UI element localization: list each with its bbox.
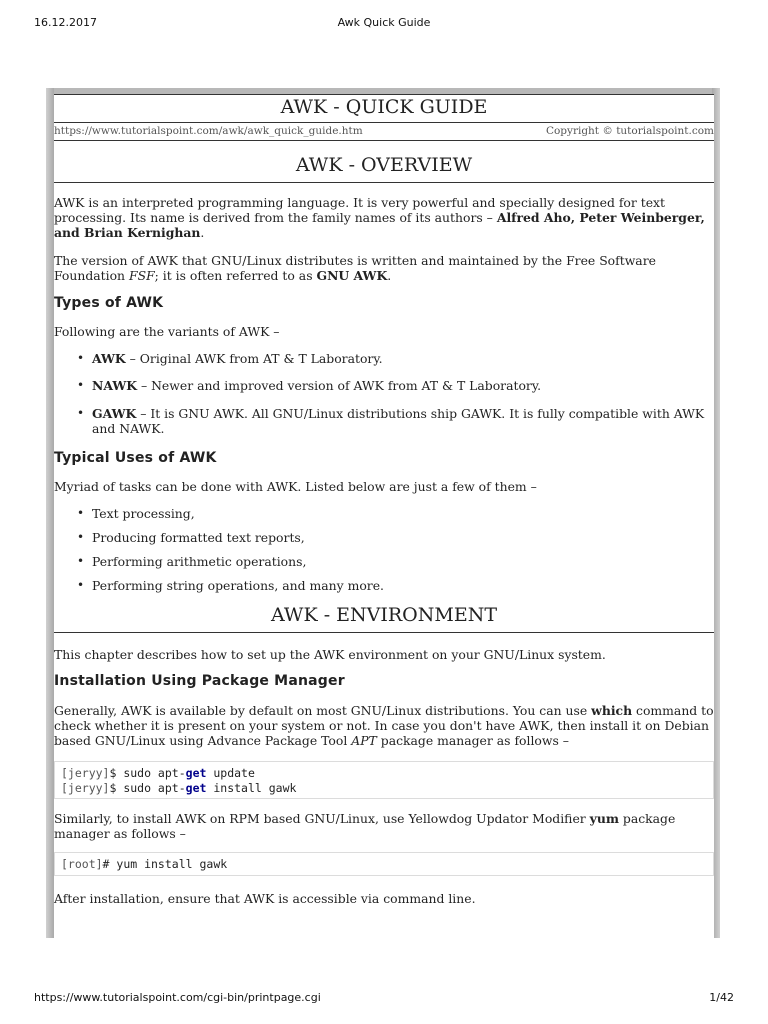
environment-heading: AWK - ENVIRONMENT	[270, 604, 498, 626]
footer-url[interactable]: https://www.tutorialspoint.com/cgi-bin/printpage.cgi	[34, 991, 321, 1004]
code-block-apt[interactable]	[54, 761, 714, 799]
install-heading: Installation Using Package Manager	[54, 673, 345, 689]
print-header	[34, 16, 734, 32]
print-title: Awk Quick Guide	[337, 16, 431, 29]
types-intro: Following are the variants of AWK –	[54, 324, 280, 339]
document-page	[54, 94, 714, 938]
code-block-yum[interactable]	[54, 852, 714, 876]
overview-paragraph-1: AWK is an interpreted programming language. It is very powerful and specially designed for text processing. Its name is derived from the family names of its authors – Alfred Aho, Peter Weinberger, and Brian Kernighan.	[54, 195, 705, 240]
top-rule	[54, 94, 714, 95]
source-url[interactable]: https://www.tutorialspoint.com/awk/awk_quick_guide.htm	[54, 125, 363, 137]
list-item: • NAWK – Newer and improved version of AWK from AT & T Laboratory.	[77, 378, 542, 393]
print-footer	[34, 991, 734, 1007]
types-heading: Types of AWK	[54, 295, 164, 311]
after-install-text: After installation, ensure that AWK is accessible via command line.	[54, 891, 476, 906]
install-paragraph: Generally, AWK is available by default on most GNU/Linux distributions. You can use which command to check whether it is present on your system or not. In case you don't have AWK, then install it on Debian based GNU/Linux using Advance Package Tool APT package manager as follows –	[54, 703, 714, 748]
code-line: [jeryy]$ sudo apt-get install gawk	[61, 781, 297, 795]
list-item: • Producing formatted text reports,	[77, 530, 305, 545]
list-item: • Performing string operations, and many more.	[77, 578, 384, 593]
source-rule	[54, 140, 714, 141]
doc-title: AWK - QUICK GUIDE	[280, 96, 488, 118]
overview-rule	[54, 182, 714, 183]
list-item: • GAWK – It is GNU AWK. All GNU/Linux distributions ship GAWK. It is fully compatible with AWK and NAWK.	[77, 406, 705, 436]
environment-rule	[54, 632, 714, 633]
list-item: • AWK – Original AWK from AT & T Laboratory.	[77, 351, 383, 366]
uses-heading: Typical Uses of AWK	[54, 450, 217, 466]
environment-intro: This chapter describes how to set up the AWK environment on your GNU/Linux system.	[54, 647, 606, 662]
rpm-paragraph: Similarly, to install AWK on RPM based GNU/Linux, use Yellowdog Updator Modifier yum package manager as follows –	[54, 811, 676, 841]
overview-heading: AWK - OVERVIEW	[295, 154, 473, 176]
print-date: 16.12.2017	[34, 16, 97, 29]
source-line	[54, 124, 714, 138]
uses-intro: Myriad of tasks can be done with AWK. Listed below are just a few of them –	[54, 479, 537, 494]
overview-paragraph-2: The version of AWK that GNU/Linux distributes is written and maintained by the Free Software Foundation FSF; it is often referred to as GNU AWK.	[54, 253, 656, 283]
code-line: [root]# yum install gawk	[61, 857, 228, 871]
code-line: [jeryy]$ sudo apt-get update	[61, 766, 255, 780]
list-item: • Text processing,	[77, 506, 195, 521]
copyright: Copyright © tutorialspoint.com	[545, 125, 714, 137]
frame-left-bar	[46, 88, 54, 938]
page-number: 1/42	[709, 991, 734, 1004]
list-item: • Performing arithmetic operations,	[77, 554, 307, 569]
title-rule	[54, 122, 714, 123]
